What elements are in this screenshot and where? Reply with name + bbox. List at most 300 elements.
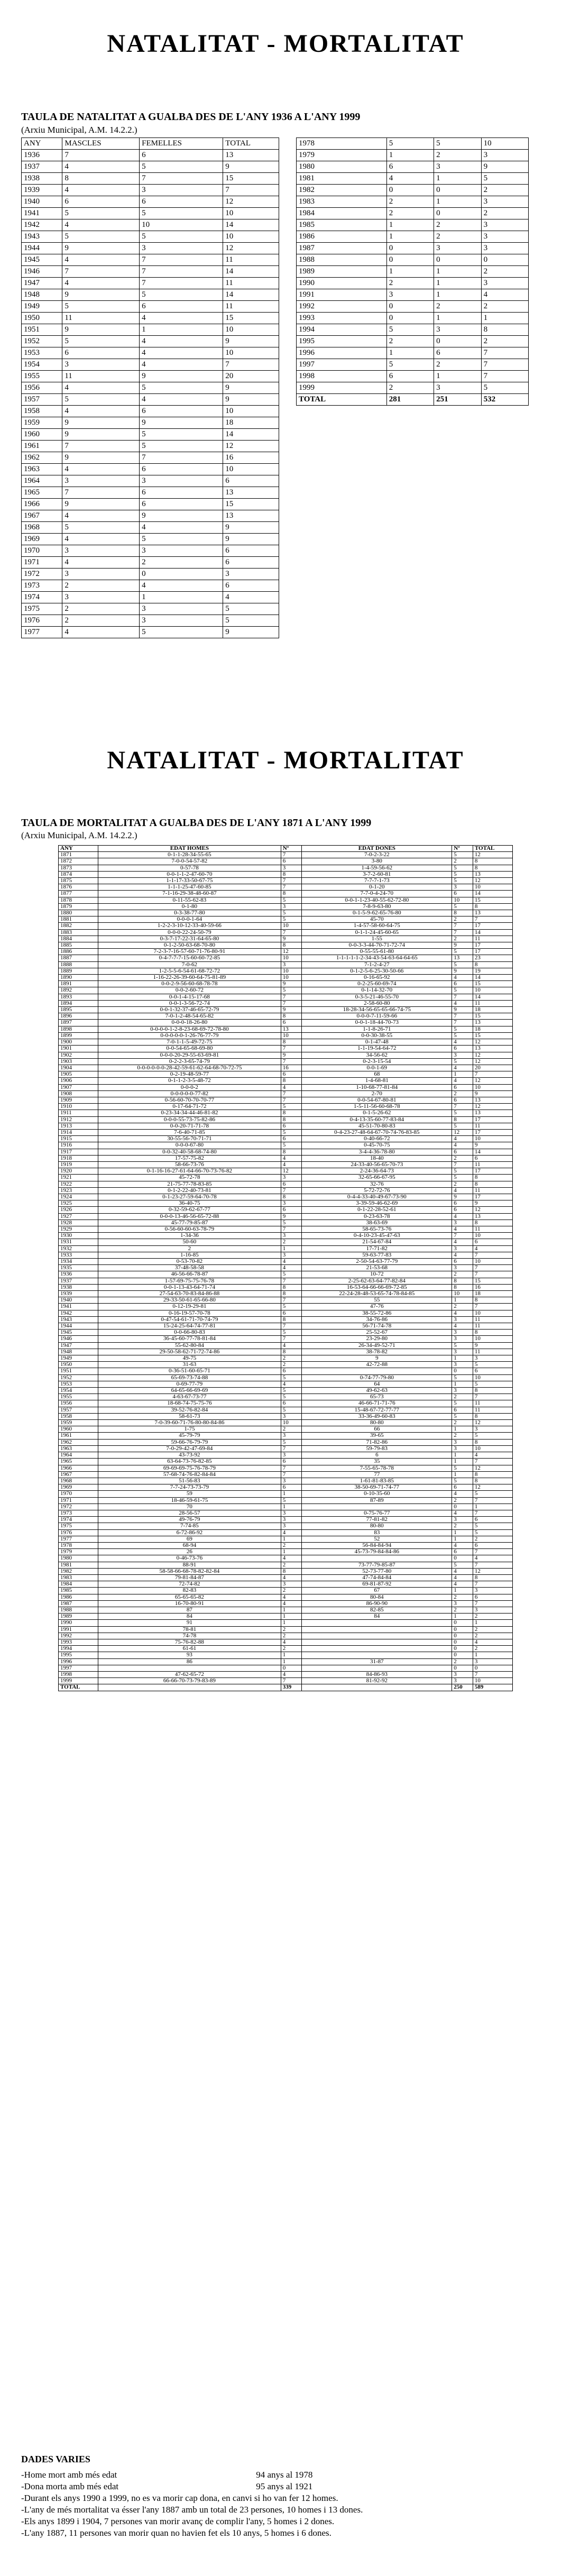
table-row (59, 1452, 513, 1459)
table-row (22, 150, 279, 161)
table-row (59, 1310, 513, 1316)
table-cell: 88-91 (98, 1562, 281, 1568)
table-cell: 532 (481, 394, 528, 406)
table-cell: 80-84 (302, 1594, 452, 1600)
table-cell: 59-63-77-83 (302, 1252, 452, 1258)
table-cell: 4 (452, 1510, 473, 1516)
table-cell: 13 (473, 871, 512, 877)
table-cell: 0 (140, 569, 223, 580)
table-cell: 1-16-85 (98, 1252, 281, 1258)
table-row (59, 1078, 513, 1084)
table-cell: 4 (481, 289, 528, 301)
table-cell: 7 (452, 1020, 473, 1026)
table-cell: 1965 (22, 487, 62, 499)
table-cell: 0 (473, 1665, 512, 1671)
table-row (59, 1362, 513, 1368)
dades-line (21, 2469, 550, 2481)
table-cell (302, 1504, 452, 1510)
table-cell: 4 (281, 1381, 302, 1387)
table-cell: 2 (386, 196, 434, 208)
table-cell: 0-1-16-16-27-61-64-66-70-73-76-82 (98, 1168, 281, 1175)
table-cell: 8 (281, 1039, 302, 1046)
table-cell: 8 (473, 1388, 512, 1394)
table-cell: 0 (386, 185, 434, 196)
table-cell: 3 (452, 1388, 473, 1394)
table-cell: 5 (452, 1110, 473, 1116)
table-cell: 4 (140, 313, 223, 324)
table-cell: 10 (281, 968, 302, 974)
table-cell: 11 (473, 1400, 512, 1407)
table-cell: 4 (473, 1245, 512, 1252)
table-row (59, 1658, 513, 1665)
table-cell: 4 (281, 1259, 302, 1265)
table-cell: 1943 (59, 1316, 98, 1323)
table-row (22, 196, 279, 208)
table-cell: 34-76-86 (302, 1316, 452, 1323)
table-cell: 2 (452, 1497, 473, 1504)
table-row (59, 1394, 513, 1400)
table-cell: 9 (223, 336, 279, 347)
table-cell: 1 (452, 1355, 473, 1362)
table-row (59, 1175, 513, 1181)
table-row (59, 1071, 513, 1078)
table-cell: 2 (452, 1155, 473, 1161)
table-cell: 2 (281, 1362, 302, 1368)
table-cell (302, 1646, 452, 1652)
table-cell: 1 (452, 1588, 473, 1594)
table-cell: 2 (473, 1626, 512, 1633)
table-cell: 4 (281, 1594, 302, 1600)
table-cell: 82-85 (302, 1607, 452, 1613)
table-row (22, 382, 279, 394)
table-cell: 1879 (59, 903, 98, 910)
table-cell: 3 (473, 1426, 512, 1433)
table-cell: 281 (386, 394, 434, 406)
table-cell: 1954 (22, 359, 62, 371)
table-cell: 1 (473, 1652, 512, 1658)
table-cell: 15 (473, 1032, 512, 1039)
table-cell: 9 (62, 417, 140, 429)
table-cell: 4 (62, 627, 140, 638)
table-cell: 1962 (59, 1439, 98, 1445)
table-row (59, 1316, 513, 1323)
table-cell: 1955 (22, 371, 62, 382)
table-row (22, 580, 279, 592)
table-cell: 7 (62, 441, 140, 452)
table-cell: 1 (473, 1620, 512, 1626)
table-cell: 17-57-75-82 (98, 1155, 281, 1161)
table-cell: 80-80 (302, 1420, 452, 1426)
table-cell: 12 (473, 1058, 512, 1065)
table-cell: 6 (281, 858, 302, 865)
table-row (59, 1116, 513, 1123)
table-cell: 5 (281, 1129, 302, 1135)
table-cell: 9 (62, 452, 140, 464)
table-cell: 83 (302, 1529, 452, 1536)
table-cell: 10 (281, 1032, 302, 1039)
table-cell: 16 (281, 1065, 302, 1071)
table-cell: 4 (452, 1542, 473, 1548)
table-cell: 1922 (59, 1181, 98, 1187)
table-cell: 7 (481, 371, 528, 382)
table-cell: 4 (281, 1155, 302, 1161)
table-cell: 0-1-20 (302, 884, 452, 891)
table-cell: 11 (473, 1187, 512, 1194)
table-cell: 30-55-56-70-71-71 (98, 1136, 281, 1142)
table-cell: 58-58-66-68-78-82-82-84 (98, 1568, 281, 1574)
table-cell (302, 1639, 452, 1645)
table-cell: 6 (452, 981, 473, 987)
table-cell: 7 (140, 173, 223, 185)
table-cell: 1970 (59, 1491, 98, 1497)
table-row (22, 569, 279, 580)
table-cell: 8 (473, 1439, 512, 1445)
table-cell: 6 (223, 557, 279, 569)
table-cell: 7-0-1-2-48-54-65-82 (98, 1013, 281, 1020)
table-cell: 3 (281, 865, 302, 871)
table-header-cell: EDAT HOMES (98, 846, 281, 852)
table-cell: 4 (62, 161, 140, 173)
table-cell: 1883 (59, 929, 98, 936)
table-cell: 12 (473, 1104, 512, 1110)
table-row (59, 884, 513, 891)
table-cell: 7 (452, 1104, 473, 1110)
table-header-cell: FEMELLES (140, 138, 223, 150)
table-cell: 4 (62, 557, 140, 569)
table-cell: 1992 (297, 301, 387, 313)
table-cell: 7 (473, 1497, 512, 1504)
table-cell: 11 (223, 301, 279, 313)
table-row (59, 1381, 513, 1387)
table-cell: 18 (473, 1026, 512, 1032)
table-cell: 1 (281, 1536, 302, 1542)
table-cell: 86-90-90 (302, 1600, 452, 1607)
table-cell: 5 (140, 441, 223, 452)
table-cell: 4 (281, 1265, 302, 1271)
table-cell: 9 (281, 936, 302, 942)
table-row (59, 949, 513, 955)
table-cell: 29-50-58-62-71-72-74-86 (98, 1349, 281, 1355)
table-cell: 7 (452, 923, 473, 929)
table-cell: 6 (452, 1149, 473, 1155)
table-cell: 6 (386, 371, 434, 382)
table-cell: 1924 (59, 1194, 98, 1200)
table-cell: 4 (140, 336, 223, 347)
table-cell: 5 (434, 138, 481, 150)
table-cell: 0-47-54-61-71-70-74-79 (98, 1316, 281, 1323)
table-cell: 31-87 (302, 1658, 452, 1665)
table-cell: 14 (223, 266, 279, 278)
table-cell: 7 (452, 1233, 473, 1239)
table-row (297, 301, 529, 313)
table-cell: 7-74-85 (98, 1523, 281, 1529)
table-cell: 7-1-2-4-27 (302, 961, 452, 968)
table-cell: 5 (473, 1529, 512, 1536)
table-cell: 87 (98, 1607, 281, 1613)
table-cell: 0-0-2-60-72 (98, 987, 281, 994)
table-cell: 17 (473, 923, 512, 929)
table-cell: 2-25-62-63-64-77-82-84 (302, 1278, 452, 1284)
table-cell: 4 (223, 592, 279, 603)
table-cell: 86 (98, 1658, 281, 1665)
table-cell: 1901 (59, 1046, 98, 1052)
table-cell: 3 (281, 1517, 302, 1523)
table-cell: 1982 (59, 1568, 98, 1574)
table-row (59, 1291, 513, 1297)
table-cell: 1962 (22, 452, 62, 464)
table-row (22, 592, 279, 603)
table-cell: 7 (452, 994, 473, 1000)
table-row (297, 150, 529, 161)
table-cell: 7 (281, 884, 302, 891)
table-cell: 7 (281, 929, 302, 936)
table-cell: 1966 (59, 1465, 98, 1471)
table-cell: 0 (452, 1368, 473, 1374)
table-row (22, 545, 279, 557)
table-row (297, 138, 529, 150)
table-cell: 84 (98, 1614, 281, 1620)
table-cell: 5 (62, 394, 140, 406)
table-cell: 2 (452, 1090, 473, 1097)
table-cell: 81-92-92 (302, 1678, 452, 1684)
table-cell: 2 (452, 936, 473, 942)
table-cell: 1 (281, 1652, 302, 1658)
table-cell: 9 (473, 1090, 512, 1097)
table-cell: 80-80 (302, 1523, 452, 1529)
table-row (22, 254, 279, 266)
table-row (297, 231, 529, 243)
table-cell: 8 (281, 1116, 302, 1123)
table-cell: 9 (452, 1194, 473, 1200)
table-cell: 5 (62, 208, 140, 219)
table-cell: 5 (281, 1330, 302, 1336)
table-cell: 1915 (59, 1136, 98, 1142)
table-row (59, 1039, 513, 1046)
table-cell: 15 (473, 1013, 512, 1020)
table-cell: 18 (473, 1291, 512, 1297)
table-row (59, 1523, 513, 1529)
table-cell: 38-50-69-71-74-77 (302, 1484, 452, 1491)
table-cell: 18 (223, 417, 279, 429)
table-cell: 2-70 (302, 1090, 452, 1097)
table-cell: 3 (281, 1252, 302, 1258)
table-cell: 1969 (59, 1484, 98, 1491)
table-cell: 11 (473, 1000, 512, 1006)
table-cell: 13 (473, 910, 512, 916)
table-row (59, 1594, 513, 1600)
table-cell: 10 (473, 1374, 512, 1381)
table-cell: 0-56-60-70-70-70-77 (98, 1097, 281, 1103)
table-cell: 6 (62, 347, 140, 359)
table-row (59, 1478, 513, 1484)
table-cell: 65-73 (302, 1394, 452, 1400)
table-cell: 6 (281, 1071, 302, 1078)
table-cell: 1-75 (98, 1426, 281, 1433)
table-cell: 1-2-5-5-6-54-61-68-72-72 (98, 968, 281, 974)
table-cell: 0-1-22-28-52-61 (302, 1207, 452, 1213)
table-row (59, 1562, 513, 1568)
table-cell: 10 (223, 464, 279, 475)
table-cell: 12 (473, 1052, 512, 1058)
table-cell: 1931 (59, 1239, 98, 1245)
table-cell: 4 (452, 1142, 473, 1149)
table-cell: 251 (434, 394, 481, 406)
table-cell: 87-89 (302, 1497, 452, 1504)
table-cell: 1 (452, 1381, 473, 1387)
table-cell: 63-64-73-76-82-85 (98, 1459, 281, 1465)
table-cell: 6-72-86-92 (98, 1529, 281, 1536)
table-cell: 0 (434, 185, 481, 196)
table-row (59, 1207, 513, 1213)
table-cell: 1995 (59, 1652, 98, 1658)
table-cell: 15-48-67-72-77-77 (302, 1407, 452, 1413)
table-row (59, 1213, 513, 1220)
table-cell: 69 (98, 1536, 281, 1542)
table-cell: 0-10-35-60 (302, 1491, 452, 1497)
table-cell: 3 (281, 1433, 302, 1439)
table-row (59, 923, 513, 929)
table-row (59, 1355, 513, 1362)
table-cell: 6 (281, 1459, 302, 1465)
table-cell: 1881 (59, 916, 98, 923)
table-cell: 1 (386, 219, 434, 231)
table-cell: 0-0-32-40-58-68-74-80 (98, 1149, 281, 1155)
table-cell: 1911 (59, 1110, 98, 1116)
table-cell: 1 (473, 1504, 512, 1510)
table-cell: 9 (223, 382, 279, 394)
table-cell: 0-45-70-75 (302, 1142, 452, 1149)
table-cell: 1 (281, 1549, 302, 1555)
table-row (59, 1142, 513, 1149)
table-cell: 12 (223, 243, 279, 254)
table-cell: 10 (452, 897, 473, 903)
table-cell: 26-34-49-52-71 (302, 1342, 452, 1349)
table-cell: 1 (386, 150, 434, 161)
table-cell: 250 (452, 1684, 473, 1691)
table-cell: 5 (281, 1374, 302, 1381)
table-cell: 5 (452, 1478, 473, 1484)
table-row (59, 903, 513, 910)
table-cell: 2 (281, 1646, 302, 1652)
table-cell: 1957 (22, 394, 62, 406)
table-row (297, 185, 529, 196)
table-cell: 3 (452, 1672, 473, 1678)
table-header-cell: Nº (281, 846, 302, 852)
table-header-cell: Nº (452, 846, 473, 852)
table-cell: 2 (452, 1433, 473, 1439)
table-cell: 7-0-2-3-22 (302, 852, 452, 858)
table-cell: 1905 (59, 1071, 98, 1078)
table-cell: 1-16-22-26-39-60-64-75-81-89 (98, 975, 281, 981)
table-cell: 36-45-60-77-78-81-84 (98, 1336, 281, 1342)
table-row (59, 1549, 513, 1555)
table-row (22, 359, 279, 371)
table-row (22, 487, 279, 499)
table-cell: 4 (62, 464, 140, 475)
table-cell: 1889 (59, 968, 98, 974)
table-cell: 52-73-77-80 (302, 1568, 452, 1574)
table-cell: 18-40 (302, 1155, 452, 1161)
table-cell: 0-0-0-55-73-75-82-86 (98, 1116, 281, 1123)
table-cell: 2 (452, 1304, 473, 1310)
table-cell: 1910 (59, 1104, 98, 1110)
table-cell: 1882 (59, 923, 98, 929)
table-cell: 7 (473, 1071, 512, 1078)
table-cell: 24-33-40-56-65-70-73 (302, 1161, 452, 1168)
table-cell: 6 (140, 464, 223, 475)
table-row (59, 1336, 513, 1342)
table-cell: 3-39-59-46-62-69 (302, 1200, 452, 1207)
table-cell: 13 (223, 487, 279, 499)
table-row (59, 1510, 513, 1516)
table-cell: 1984 (297, 208, 387, 219)
table-cell: 14 (223, 219, 279, 231)
table-cell: 5 (386, 324, 434, 336)
table-cell: 0-4-13-35-60-77-83-84 (302, 1116, 452, 1123)
table-cell: 7 (481, 359, 528, 371)
table-row (59, 1388, 513, 1394)
table-cell: 16 (223, 452, 279, 464)
dades-value: 95 anys al 1921 (256, 2481, 313, 2491)
dades-note: -Els anys 1899 i 1904, 7 persones van morir avanç de complir l'any, 5 homes i 2 dones. (21, 2516, 335, 2526)
table-cell: 589 (473, 1684, 512, 1691)
table-cell: 7-7-24-73-73-79 (98, 1484, 281, 1491)
table-cell: 9 (281, 1213, 302, 1220)
table-cell: 0 (386, 243, 434, 254)
table-cell: 29-33-50-61-65-66-80 (98, 1297, 281, 1304)
table-cell: 14 (473, 975, 512, 981)
table-cell: 11 (473, 936, 512, 942)
table-cell: 2 (281, 1562, 302, 1568)
table-cell: 0-1-5-26-62 (302, 1110, 452, 1116)
table-cell: 7 (281, 1226, 302, 1232)
table-cell: 10 (473, 1259, 512, 1265)
table-cell: 9 (223, 534, 279, 545)
table-cell: 5 (452, 1058, 473, 1065)
table-cell: 3 (452, 1600, 473, 1607)
table-cell: 1-10-68-77-81-84 (302, 1084, 452, 1090)
table-cell: 49-62-63 (302, 1388, 452, 1394)
table-cell: 6 (281, 1020, 302, 1026)
table-cell: 1 (452, 1529, 473, 1536)
table-cell: 7 (281, 1471, 302, 1478)
table-cell: 0-40-66-72 (302, 1136, 452, 1142)
table-row (59, 1013, 513, 1020)
table-cell: 1904 (59, 1065, 98, 1071)
table-cell: 1-1-1-25-47-60-85 (98, 884, 281, 891)
table-cell: 1884 (59, 936, 98, 942)
table-cell: 84 (302, 1614, 452, 1620)
table-row (297, 173, 529, 185)
table-cell: 12 (473, 878, 512, 884)
table-row (22, 347, 279, 359)
table-cell: 0-1-23-27-59-64-70-78 (98, 1194, 281, 1200)
table-row (59, 1433, 513, 1439)
table-row (59, 1104, 513, 1110)
table-cell: 0-53-70-82 (98, 1259, 281, 1265)
table-cell: 1899 (59, 1032, 98, 1039)
table-cell: 2 (62, 615, 140, 627)
table-cell: 1-4-68-81 (302, 1078, 452, 1084)
table-cell: 1947 (22, 278, 62, 289)
table-cell: 6 (302, 1452, 452, 1459)
table-cell: 2 (473, 1633, 512, 1639)
table-cell: 45-73-79-84-84-86 (302, 1549, 452, 1555)
table-cell: 0 (386, 301, 434, 313)
table-cell: 6 (140, 487, 223, 499)
table-cell: 0 (481, 254, 528, 266)
table-cell: 23-29-80 (302, 1336, 452, 1342)
